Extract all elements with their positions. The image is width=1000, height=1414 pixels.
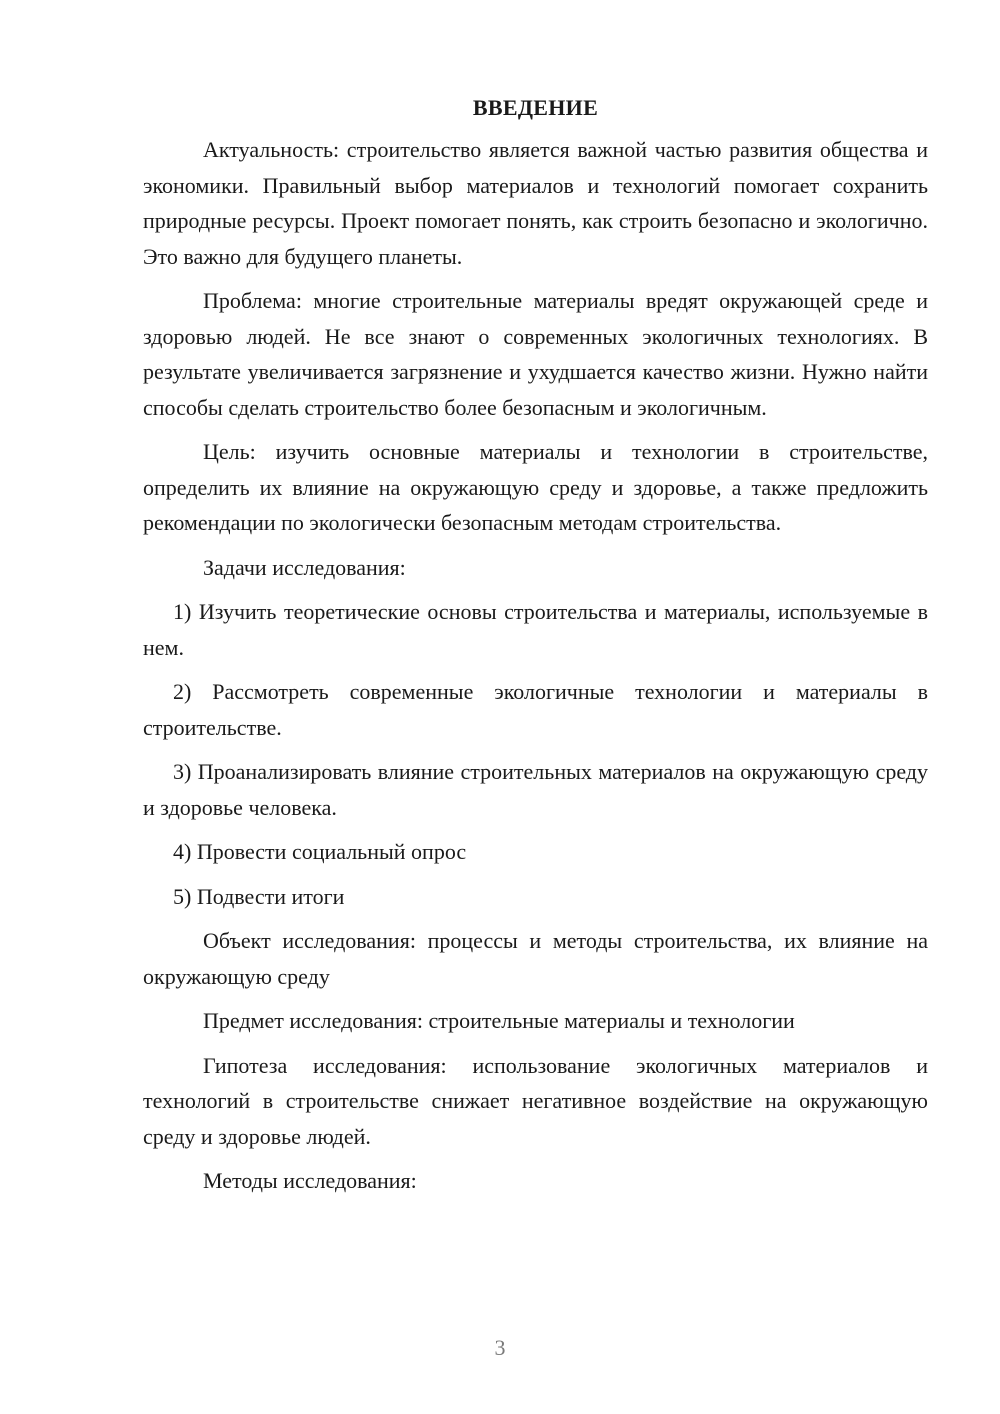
- hypothesis-paragraph: Гипотеза исследования: использование экологичных материалов и технологий в строительстве снижает негативное воздействие на окружающую среду и здоровье людей.: [143, 1052, 928, 1149]
- methods-heading: Методы исследования:: [203, 1168, 417, 1193]
- subject-paragraph: Предмет исследования: строительные материалы и технологии: [203, 1008, 795, 1033]
- object-paragraph: Объект исследования: процессы и методы строительства, их влияние на окружающую среду: [143, 928, 928, 989]
- page-title: ВВЕДЕНИЕ: [472, 95, 599, 120]
- page-number: 3: [494, 1335, 506, 1360]
- task-item: 3) Проанализировать влияние строительных материалов на окружающую среду и здоровье человека.: [143, 759, 928, 820]
- task-item: 4) Провести социальный опрос: [173, 839, 467, 864]
- task-item: 2) Рассмотреть современные экологичные технологии и материалы в строительстве.: [143, 679, 928, 740]
- tasks-heading: Задачи исследования:: [203, 554, 406, 580]
- relevance-paragraph: Актуальность: строительство является важной частью развития общества и экономики. Правильный выбор материалов и технологий помогает сохранить природные ресурсы. Проект помогает понять, как строить безопасно и экологично. Это важно для будущего планеты.: [143, 137, 928, 269]
- goal-paragraph: Цель: изучить основные материалы и технологии в строительстве, определить их влияние на окружающую среду и здоровье, а также предложить рекомендации по экологически безопасным методам строительства.: [143, 439, 928, 535]
- task-item: 1) Изучить теоретические основы строительства и материалы, используемые в нем.: [143, 599, 928, 660]
- task-item: 5) Подвести итоги: [173, 883, 345, 909]
- problem-paragraph: Проблема: многие строительные материалы вредят окружающей среде и здоровью людей. Не все знают о современных экологичных технологиях. В результате увеличивается загрязнение и ухудшается качество жизни. Нужно найти способы сделать строительство более безопасным и экологичным.: [143, 288, 928, 420]
- document-page: [143, 90, 928, 1208]
